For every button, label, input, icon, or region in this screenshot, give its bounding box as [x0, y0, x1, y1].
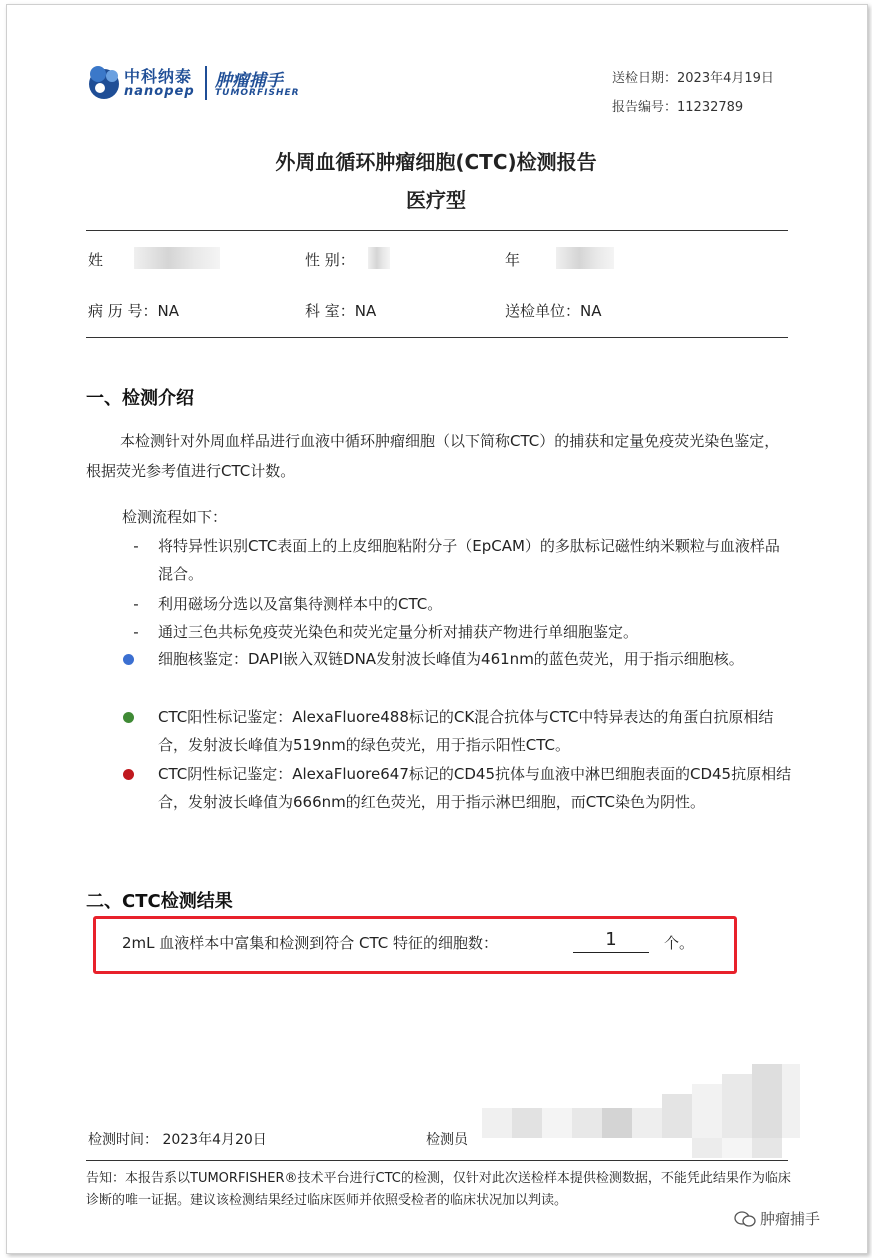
wechat-icon — [734, 1210, 756, 1228]
test-time: 检测时间： 2023年4月20日 — [88, 1132, 267, 1148]
submitting-unit: 送检单位：NA — [505, 302, 602, 320]
report-subtitle: 医疗型 — [406, 188, 466, 212]
watermark-text: 肿瘤捕手 — [760, 1210, 821, 1228]
age-label: 年 — [505, 251, 521, 269]
list-item: - 通过三色共标免疫荧光染色和荧光定量分析对捕获产物进行单细胞鉴定。 — [126, 618, 792, 646]
report-title: 外周血循环肿瘤细胞(CTC)检测报告 — [275, 150, 597, 174]
report-number: 报告编号：11232789 — [612, 100, 744, 115]
record-number: 病 历 号：NA — [88, 302, 180, 320]
logo-separator — [205, 66, 207, 100]
red-dot-icon — [123, 769, 134, 780]
logo-cn-text: 中科纳泰 — [124, 67, 193, 86]
signature-redacted — [482, 1064, 800, 1164]
gender-label: 性 别： — [305, 251, 355, 269]
step-1-text: 将特异性识别CTC表面上的上皮细胞粘附分子（EpCAM）的多肽标记磁性纳米颗粒与血液样品混合。 — [158, 537, 780, 583]
marker-green-text: CTC阳性标记鉴定：AlexaFluore488标记的CK混合抗体与CTC中特异表达的角蛋白抗原相结合，发射波长峰值为519nm的绿色荧光，用于指示阳性CTC。 — [158, 708, 774, 754]
logo-en-text: nanopep — [124, 84, 195, 99]
footer-rule — [86, 1160, 788, 1161]
section1-intro: 本检测针对外周血样品进行血液中循环肿瘤细胞（以下简称CTC）的捕获和定量免疫荧光染色鉴定，根据荧光参考值进行CTC计数。 — [86, 432, 780, 480]
name-label: 姓 — [88, 251, 104, 269]
gender-redacted — [368, 247, 390, 269]
department: 科 室：NA — [305, 302, 377, 320]
step-3-text: 通过三色共标免疫荧光染色和荧光定量分析对捕获产物进行单细胞鉴定。 — [158, 623, 639, 641]
list-item — [126, 760, 792, 816]
tumorfisher-en-text: TUMORFISHER — [215, 88, 300, 98]
flow-title: 检测流程如下： — [122, 508, 228, 526]
tester-label: 检测员 — [426, 1132, 468, 1148]
result-label: 2mL 血液样本中富集和检测到符合 CTC 特征的细胞数： — [122, 934, 499, 952]
age-redacted — [556, 247, 614, 269]
list-item — [126, 645, 792, 673]
nanopep-logo-icon — [86, 62, 122, 102]
report-notice: 告知：本报告系以TUMORFISHER®技术平台进行CTC的检测，仅针对此次送检样本提供检测数据，不能凭此结果作为临床诊断的唯一证据。建议该检测结果经过临床医师并依照受检者的临床状况加以判读。 — [86, 1171, 791, 1208]
step-2-text: 利用磁场分选以及富集待测样本中的CTC。 — [158, 595, 443, 613]
patient-bottom-rule — [86, 337, 788, 338]
name-redacted — [134, 247, 220, 269]
result-value: 1 — [573, 929, 649, 953]
list-item: - 利用磁场分选以及富集待测样本中的CTC。 — [126, 590, 792, 618]
marker-red-text: CTC阴性标记鉴定：AlexaFluore647标记的CD45抗体与血液中淋巴细胞表面的CD45抗原相结合，发射波长峰值为666nm的红色荧光，用于指示淋巴细胞，而CTC染色为阴性。 — [158, 765, 792, 811]
section2-heading: 二、CTC检测结果 — [86, 891, 233, 912]
tumorfisher-cn-text: 肿瘤捕手 — [215, 71, 283, 91]
marker-blue-text: 细胞核鉴定：DAPI嵌入双链DNA发射波长峰值为461nm的蓝色荧光，用于指示细胞核。 — [158, 650, 744, 668]
patient-top-rule — [86, 230, 788, 231]
send-date: 送检日期：2023年4月19日 — [612, 71, 774, 86]
section1-heading: 一、检测介绍 — [86, 388, 194, 409]
list-item: - 将特异性识别CTC表面上的上皮细胞粘附分子（EpCAM）的多肽标记磁性纳米颗粒与血液样品混合。 — [126, 532, 792, 588]
list-item — [126, 703, 792, 759]
result-unit: 个。 — [664, 934, 695, 952]
blue-dot-icon — [123, 654, 134, 665]
green-dot-icon — [123, 712, 134, 723]
